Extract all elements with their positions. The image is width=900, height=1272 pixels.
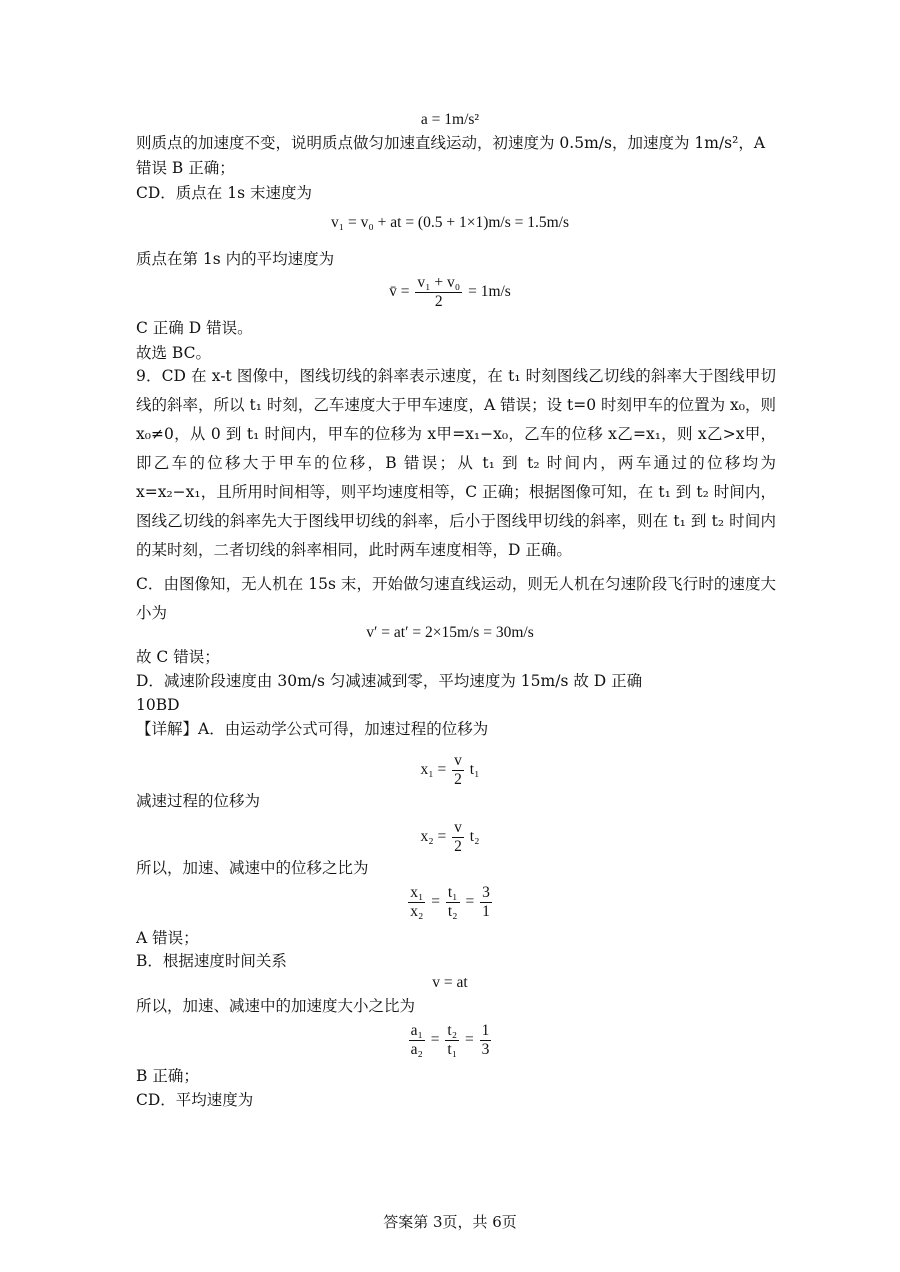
equals-sign: =	[431, 893, 440, 911]
fraction	[415, 274, 462, 311]
text-line: 错误 B 正确；	[136, 159, 235, 177]
denominator: 3	[481, 1041, 490, 1058]
numerator: 3	[482, 884, 490, 901]
denominator: 2	[454, 838, 462, 855]
eq-left: x₁ =	[420, 761, 447, 779]
fraction	[445, 1022, 459, 1059]
equation-displacement-ratio	[0, 884, 900, 921]
eq-right: t₁	[469, 761, 480, 779]
text-line: 故 C 错误；	[136, 648, 220, 666]
denominator: t₂	[447, 903, 458, 920]
numerator: 1	[481, 1022, 490, 1039]
denominator: 1	[482, 903, 490, 920]
page-footer: 答案第 3页，共 6页	[383, 1213, 517, 1231]
denominator: 2	[454, 771, 462, 788]
text-line: C 正确 D 错误。	[136, 319, 253, 337]
fraction	[452, 819, 464, 856]
text-line: 【详解】A．由运动学公式可得，加速过程的位移为	[136, 720, 489, 738]
fraction	[408, 884, 425, 921]
fraction	[480, 1022, 492, 1059]
equation-acceleration-ratio	[0, 1022, 900, 1059]
denominator: t₁	[447, 1041, 458, 1058]
equation-v-prime: v′ = at′ = 2×15m/s = 30m/s	[366, 624, 534, 641]
eq-left: x₂ =	[420, 828, 447, 846]
denominator: a₂	[410, 1041, 423, 1058]
numerator: t₁	[447, 884, 458, 901]
paragraph-part-c: C．由图像知，无人机在 15s 末，开始做匀速直线运动，则无人机在匀速阶段飞行时的速度大小为	[136, 575, 776, 622]
text-line: D．减速阶段速度由 30m/s 匀减速减到零，平均速度为 15m/s 故 D 正确	[136, 672, 643, 690]
fraction	[446, 884, 460, 921]
text-line: 质点在第 1s 内的平均速度为	[136, 250, 335, 268]
equals-sign: =	[430, 1031, 440, 1049]
equation-x2	[0, 819, 900, 856]
text-line: 故选 BC。	[136, 344, 211, 362]
text-line: 10BD	[136, 696, 180, 714]
text-line: A 错误；	[136, 929, 199, 947]
fraction	[452, 752, 464, 789]
fraction	[480, 884, 492, 921]
text-line: 所以，加速、减速中的位移之比为	[136, 859, 369, 877]
denominator: 2	[434, 293, 443, 310]
numerator: t₂	[447, 1022, 458, 1039]
numerator: v	[454, 819, 462, 836]
equation-average-velocity	[0, 274, 900, 311]
text-line: 则质点的加速度不变，说明质点做匀加速直线运动，初速度为 0.5m/s，加速度为 1m/s²，A	[136, 134, 766, 152]
paragraph-question-9: 9．CD 在 x-t 图像中，图线切线的斜率表示速度，在 t₁ 时刻图线乙切线的斜率大于图线甲切线的斜率，所以 t₁ 时刻，乙车速度大于甲车速度，A 错误；设 t=0 时刻甲车的位置为 x₀，则 x₀≠0，从 0 到 t₁ 时间内，甲车的位移为 x甲=x₁−x₀，乙车的位移 x乙=x₁，则 x乙>x甲，即乙车的位移大于甲车的位移，B 错误；从 t₁ 到 t₂ 时间内，两车通过的位移均为 x=x₂−x₁，且所用时间相等，则平均速度相等，C 正确；根据图像可知，在 t₁ 到 t₂ 时间内，图线乙切线的斜率先大于图线甲切线的斜率，后小于图线甲切线的斜率，则在 t₁ 到 t₂ 时间内的某时刻，二者切线的斜率相同，此时两车速度相等，D 正确。	[136, 367, 776, 559]
denominator: x₂	[410, 903, 424, 920]
text-line: CD．质点在 1s 末速度为	[136, 184, 312, 202]
equals-sign: =	[465, 893, 475, 911]
equation-x1	[0, 752, 900, 789]
equals-sign: =	[465, 1031, 474, 1049]
numerator: x₁	[410, 884, 424, 901]
text-line: 减速过程的位移为	[136, 792, 261, 810]
equation-v-at: v = at	[432, 974, 468, 991]
numerator: v	[454, 752, 462, 769]
text-line: B 正确；	[136, 1067, 199, 1085]
eq-right: t₂	[469, 828, 480, 846]
equation-v1: v₁ = v₀ + at = (0.5 + 1×1)m/s = 1.5m/s	[330, 214, 570, 231]
text-line: CD．平均速度为	[136, 1091, 254, 1109]
fraction	[409, 1022, 425, 1059]
text-line: B．根据速度时间关系	[136, 952, 287, 970]
eq-right: = 1m/s	[468, 283, 511, 301]
text-line: 所以，加速、减速中的加速度大小之比为	[136, 997, 416, 1015]
numerator: a₁	[410, 1022, 423, 1039]
numerator: v₁ + v₀	[417, 274, 461, 291]
equation-acceleration: a = 1m/s²	[420, 111, 480, 128]
eq-left: v̄ =	[389, 283, 410, 301]
